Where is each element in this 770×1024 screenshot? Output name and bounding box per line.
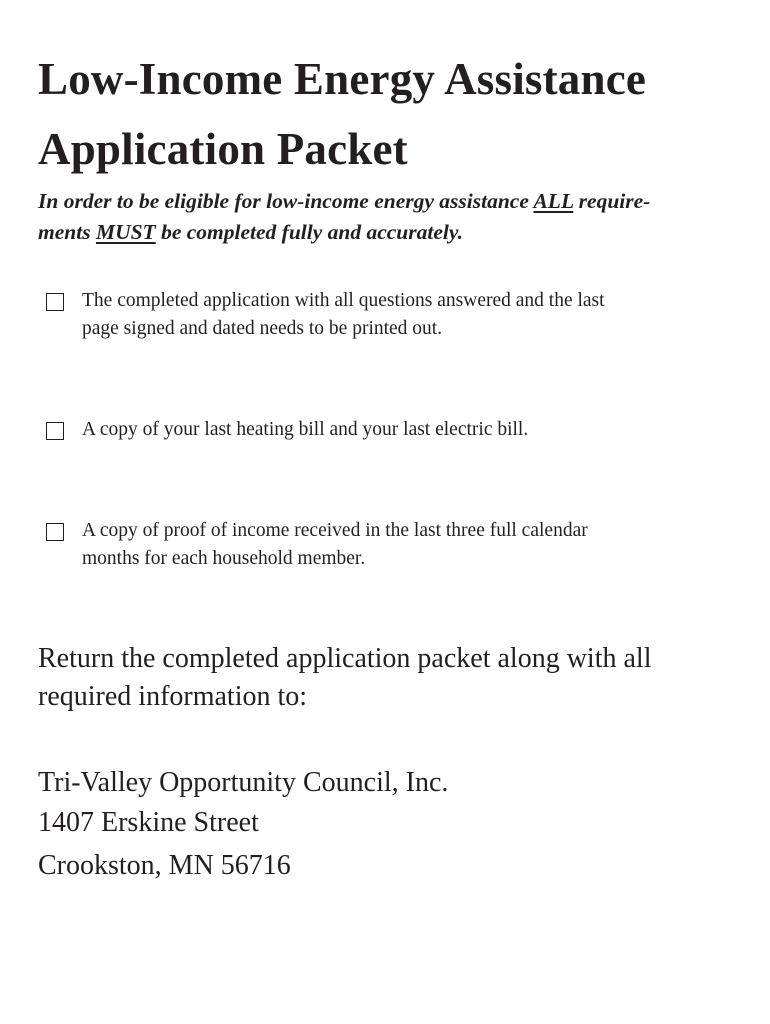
intro-emphasis-must: MUST xyxy=(95,220,156,244)
intro-text: ments xyxy=(38,220,96,244)
requirement-label: The completed application with all questions answered and the last page signed and dated needs to be printed out. xyxy=(82,290,605,339)
mailing-address xyxy=(38,763,738,886)
title-line-2: Application Packet xyxy=(38,124,408,174)
intro-emphasis-all: ALL xyxy=(533,189,574,213)
eligibility-intro xyxy=(38,186,738,248)
return-instructions: Return the completed application packet along with all required information to: xyxy=(38,643,652,712)
address-organization: Tri-Valley Opportunity Council, Inc. xyxy=(38,767,449,798)
address-street: 1407 Erskine Street xyxy=(38,807,259,838)
address-city-state-zip: Crookston, MN 56716 xyxy=(38,850,291,881)
intro-text: be completed fully and accurately. xyxy=(155,220,463,244)
requirement-checkbox[interactable] xyxy=(46,422,64,440)
intro-text: require- xyxy=(573,189,651,213)
intro-text: In order to be eligible for low-income energy assistance xyxy=(38,189,534,213)
requirement-checkbox[interactable] xyxy=(46,293,64,311)
title-line-1: Low-Income Energy Assistance xyxy=(38,54,647,104)
page-title xyxy=(38,44,738,184)
requirement-label: A copy of proof of income received in the last three full calendar months for each household member. xyxy=(82,520,588,569)
requirement-label: A copy of your last heating bill and your last electric bill. xyxy=(82,419,529,440)
requirement-checkbox[interactable] xyxy=(46,523,64,541)
